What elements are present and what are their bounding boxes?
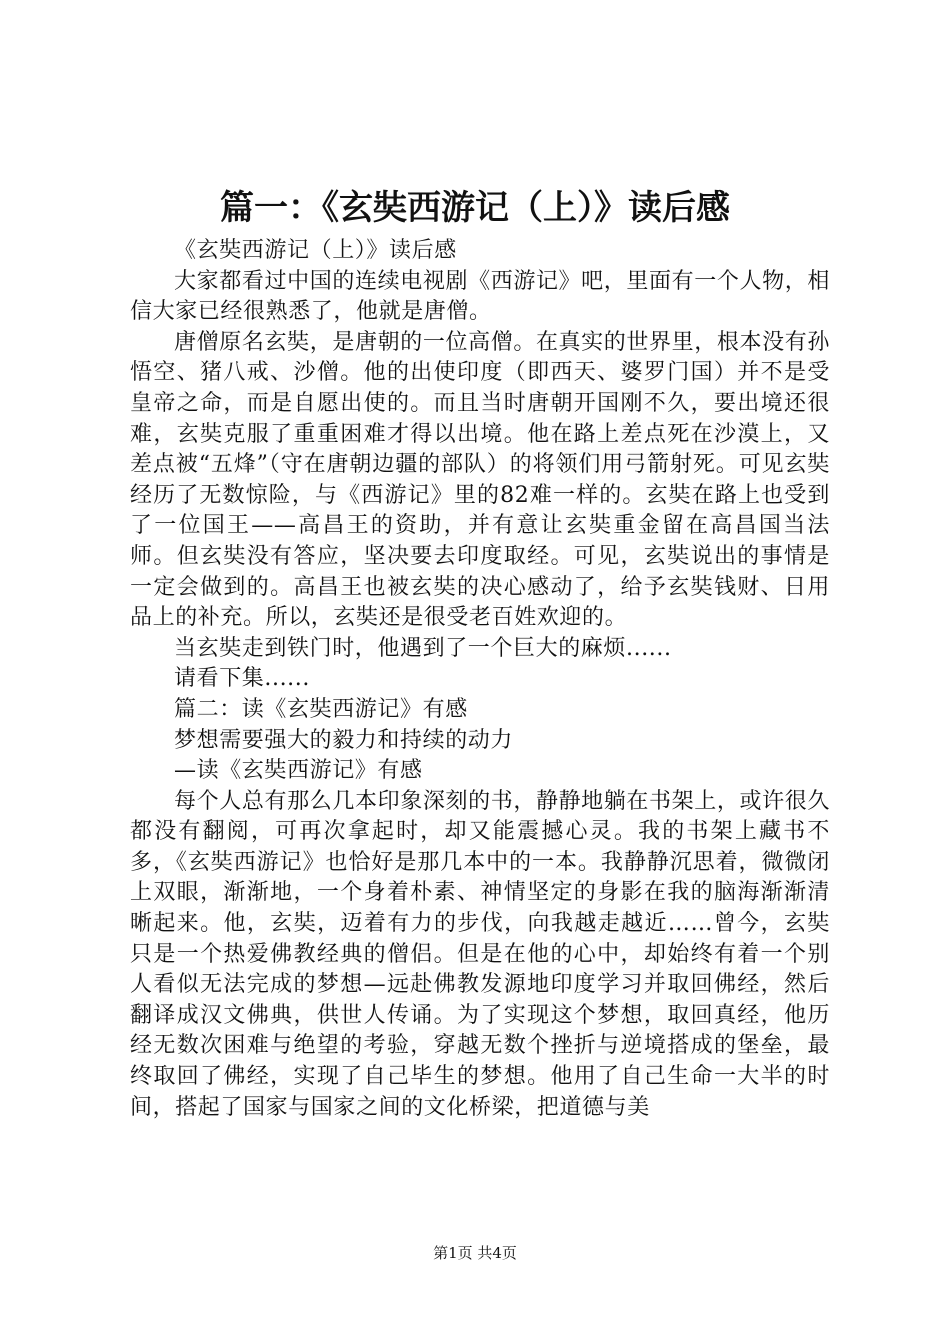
paragraph: 梦想需要强大的毅力和持续的动力 <box>174 727 514 753</box>
paragraph: 每个人总有那么几本印象深刻的书，静静地躺在书架上，或许很久都没有翻阅，可再次拿起时，却又能震撼心灵。我的书架上藏书不多，《玄奘西游记》也恰好是那几本中的一本。我静静沉思着，微微闭上双眼，渐渐地，一个身着朴素、神情坚定的身影在我的脑海渐渐清晰起来。他，玄奘，迈着有力的步伐，向我越走越近……曾今，玄奘只是一个热爱佛教经典的僧侣。但是在他的心中，却始终有着一个别人看似无法完成的梦想—远赴佛教发源地印度学习并取回佛经，然后翻译成汉文佛典，供世人传诵。为了实现这个梦想，取回真经，他历经无数次困难与绝望的考验，穿越无数个挫折与逆境搭成的堡垒，最终取回了佛经，实现了自己毕生的梦想。他用了自己生命一大半的时间，搭起了国家与国家之间的文化桥梁，把道德与美 <box>130 788 830 1120</box>
paragraph: 篇二：读《玄奘西游记》有感 <box>174 696 468 722</box>
paragraph: —读《玄奘西游记》有感 <box>174 758 423 784</box>
paragraph: 唐僧原名玄奘，是唐朝的一位高僧。在真实的世界里，根本没有孙悟空、猪八戒、沙僧。他的出使印度（即西天、婆罗门国）并不是受皇帝之命，而是自愿出使的。而且当时唐朝开国刚不久，要出境还很难，玄奘克服了重重困难才得以出境。他在路上差点死在沙漠上，又差点被“五烽”（守在唐朝边疆的部队）的将领们用弓箭射死。可见玄奘经历了无数惊险，与《西游记》里的82难一样的。玄奘在路上也受到了一位国王——高昌王的资助，并有意让玄奘重金留在高昌国当法师。但玄奘没有答应，坚决要去印度取经。可见，玄奘说出的事情是一定会做到的。高昌王也被玄奘的决心感动了，给予玄奘钱财、日用品上的补充。所以，玄奘还是很受老百姓欢迎的。 <box>130 329 830 631</box>
document-title: 篇一：《玄奘西游记（上）》读后感 <box>220 188 730 228</box>
paragraph: 当玄奘走到铁门时，他遇到了一个巨大的麻烦...... <box>174 635 672 661</box>
paragraph: 大家都看过中国的连续电视剧《西游记》吧，里面有一个人物，相信大家已经很熟悉了，他就是唐僧。 <box>130 268 830 325</box>
paragraph: 请看下集...... <box>174 666 310 692</box>
paragraph: 《玄奘西游记（上）》读后感 <box>174 238 457 263</box>
document-body <box>130 236 830 1123</box>
page-number-footer: 第1页 共4页 <box>433 1244 517 1262</box>
